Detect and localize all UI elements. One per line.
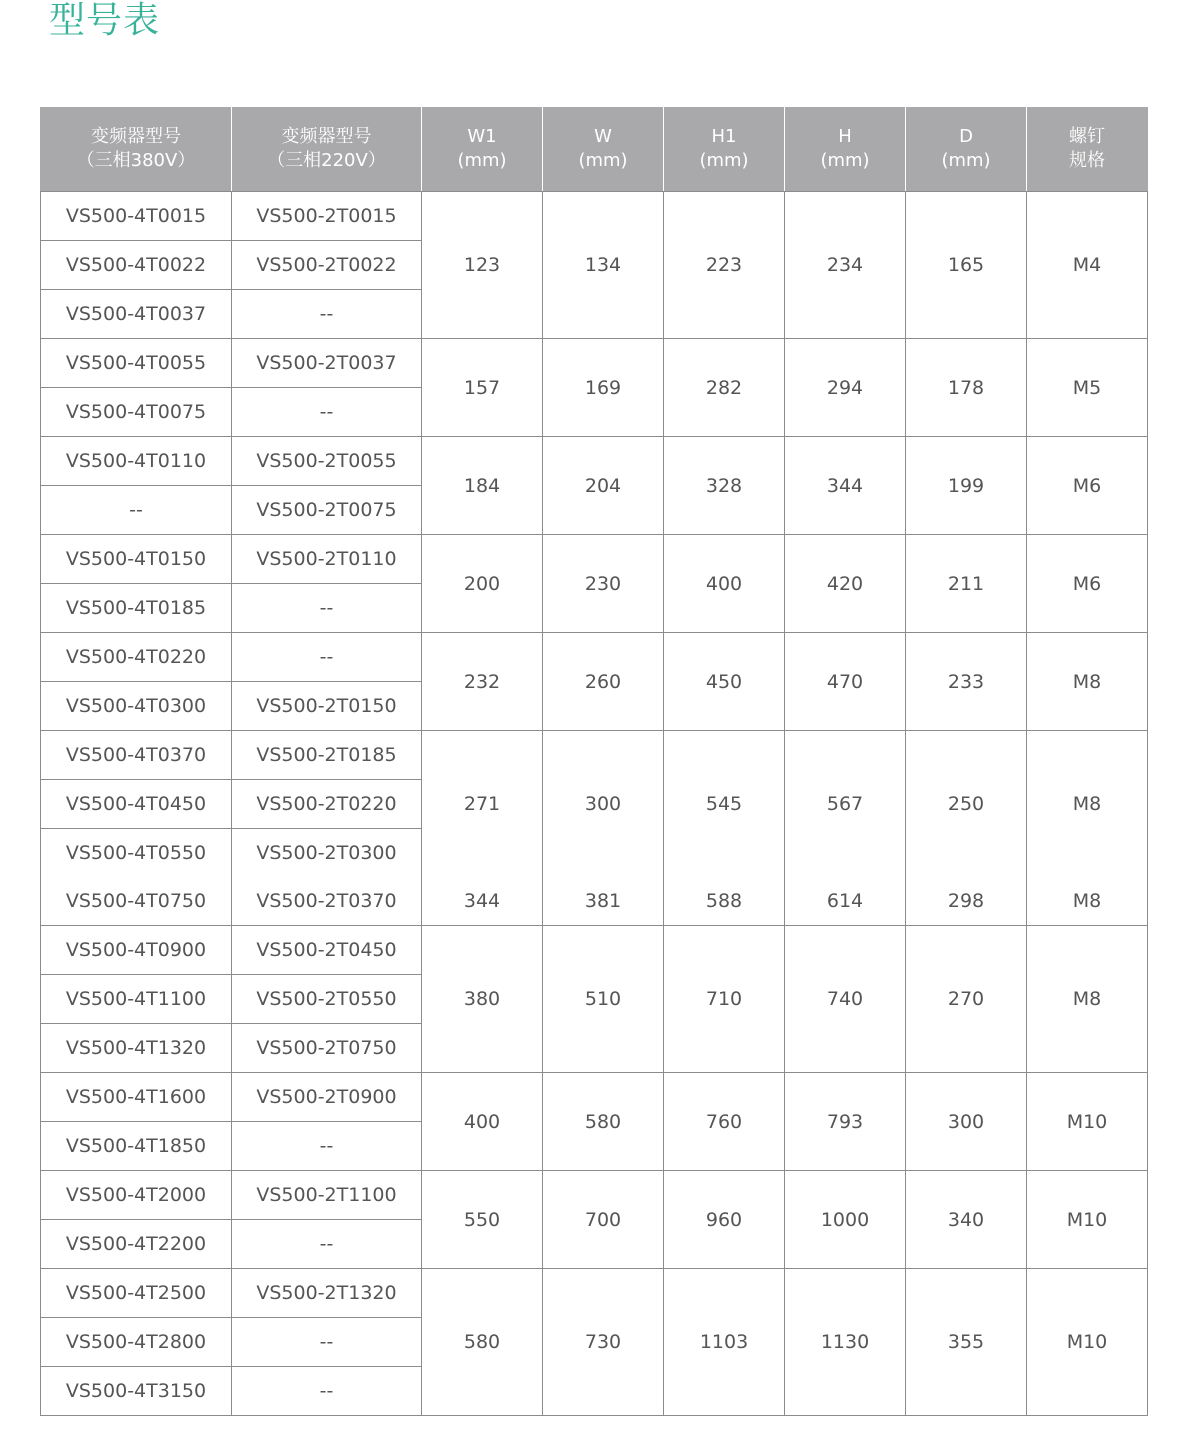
w1-cell: 200 bbox=[422, 535, 543, 633]
w-cell: 510 bbox=[543, 926, 664, 1073]
model-380v-cell: VS500-4T0075 bbox=[41, 388, 232, 437]
model-380v-cell: VS500-4T1100 bbox=[41, 975, 232, 1024]
table-row bbox=[41, 1073, 1148, 1122]
model-380v-cell: VS500-4T0185 bbox=[41, 584, 232, 633]
model-220v-cell: VS500-2T0220 bbox=[232, 780, 422, 829]
h-cell: 470 bbox=[785, 633, 906, 731]
page-title: 型号表 bbox=[49, 0, 161, 41]
h1-cell: 450 bbox=[664, 633, 785, 731]
d-cell: 270 bbox=[906, 926, 1027, 1073]
h-cell: 234 bbox=[785, 192, 906, 339]
model-220v-cell: VS500-2T0900 bbox=[232, 1073, 422, 1122]
model-220v-cell: VS500-2T0750 bbox=[232, 1024, 422, 1073]
w1-cell: 184 bbox=[422, 437, 543, 535]
h1-cell: 223 bbox=[664, 192, 785, 339]
model-380v-cell: VS500-4T0015 bbox=[41, 192, 232, 241]
model-380v-cell: VS500-4T0900 bbox=[41, 926, 232, 975]
model-220v-cell: -- bbox=[232, 584, 422, 633]
header-row bbox=[41, 107, 1148, 192]
model-380v-cell: VS500-4T0022 bbox=[41, 241, 232, 290]
h-cell: 294 bbox=[785, 339, 906, 437]
model-220v-cell: VS500-2T0022 bbox=[232, 241, 422, 290]
w1-cell: 550 bbox=[422, 1171, 543, 1269]
header-cell-h1: H1 (mm) bbox=[664, 107, 785, 192]
model-380v-cell: VS500-4T0055 bbox=[41, 339, 232, 388]
screw-cell: M10 bbox=[1027, 1073, 1148, 1171]
model-220v-cell: VS500-2T0370 bbox=[232, 877, 422, 926]
screw-cell: M10 bbox=[1027, 1269, 1148, 1416]
h-cell: 1000 bbox=[785, 1171, 906, 1269]
model-220v-cell: VS500-2T0075 bbox=[232, 486, 422, 535]
model-220v-cell: VS500-2T1100 bbox=[232, 1171, 422, 1220]
model-spec-table bbox=[40, 107, 1148, 1416]
h1-cell: 1103 bbox=[664, 1269, 785, 1416]
h1-cell: 760 bbox=[664, 1073, 785, 1171]
table-row bbox=[41, 926, 1148, 975]
model-380v-cell: -- bbox=[41, 486, 232, 535]
model-220v-cell: -- bbox=[232, 1367, 422, 1416]
model-220v-cell: VS500-2T0037 bbox=[232, 339, 422, 388]
h1-cell: 588 bbox=[664, 877, 785, 926]
model-380v-cell: VS500-4T0300 bbox=[41, 682, 232, 731]
header-cell-model-220v: 变频器型号 （三相220V） bbox=[232, 107, 422, 192]
table-row bbox=[41, 437, 1148, 486]
h-cell: 567 bbox=[785, 731, 906, 878]
model-380v-cell: VS500-4T3150 bbox=[41, 1367, 232, 1416]
model-380v-cell: VS500-4T0370 bbox=[41, 731, 232, 780]
w1-cell: 232 bbox=[422, 633, 543, 731]
w-cell: 169 bbox=[543, 339, 664, 437]
w-cell: 260 bbox=[543, 633, 664, 731]
h1-cell: 400 bbox=[664, 535, 785, 633]
model-380v-cell: VS500-4T0450 bbox=[41, 780, 232, 829]
table-row bbox=[41, 633, 1148, 682]
header-cell-w1: W1 (mm) bbox=[422, 107, 543, 192]
screw-cell: M6 bbox=[1027, 535, 1148, 633]
d-cell: 178 bbox=[906, 339, 1027, 437]
screw-cell: M8 bbox=[1027, 731, 1148, 878]
model-220v-cell: -- bbox=[232, 1122, 422, 1171]
model-220v-cell: VS500-2T0110 bbox=[232, 535, 422, 584]
d-cell: 250 bbox=[906, 731, 1027, 878]
table-row bbox=[41, 1171, 1148, 1220]
model-380v-cell: VS500-4T0220 bbox=[41, 633, 232, 682]
model-220v-cell: VS500-2T0015 bbox=[232, 192, 422, 241]
model-220v-cell: VS500-2T0550 bbox=[232, 975, 422, 1024]
d-cell: 298 bbox=[906, 877, 1027, 926]
model-220v-cell: VS500-2T0150 bbox=[232, 682, 422, 731]
h-cell: 1130 bbox=[785, 1269, 906, 1416]
model-220v-cell: VS500-2T1320 bbox=[232, 1269, 422, 1318]
d-cell: 211 bbox=[906, 535, 1027, 633]
header-cell-model-380v: 变频器型号 （三相380V） bbox=[41, 107, 232, 192]
header-cell-w: W (mm) bbox=[543, 107, 664, 192]
w-cell: 700 bbox=[543, 1171, 664, 1269]
h1-cell: 960 bbox=[664, 1171, 785, 1269]
h-cell: 614 bbox=[785, 877, 906, 926]
d-cell: 340 bbox=[906, 1171, 1027, 1269]
model-220v-cell: VS500-2T0450 bbox=[232, 926, 422, 975]
table-row bbox=[41, 1269, 1148, 1318]
header-cell-h: H (mm) bbox=[785, 107, 906, 192]
h1-cell: 545 bbox=[664, 731, 785, 878]
d-cell: 300 bbox=[906, 1073, 1027, 1171]
w-cell: 300 bbox=[543, 731, 664, 878]
h1-cell: 710 bbox=[664, 926, 785, 1073]
w1-cell: 580 bbox=[422, 1269, 543, 1416]
table-row bbox=[41, 339, 1148, 388]
screw-cell: M8 bbox=[1027, 877, 1148, 926]
model-220v-cell: -- bbox=[232, 633, 422, 682]
model-380v-cell: VS500-4T2200 bbox=[41, 1220, 232, 1269]
model-380v-cell: VS500-4T0550 bbox=[41, 829, 232, 878]
table-row bbox=[41, 877, 1148, 926]
screw-cell: M8 bbox=[1027, 926, 1148, 1073]
w1-cell: 123 bbox=[422, 192, 543, 339]
h-cell: 740 bbox=[785, 926, 906, 1073]
model-380v-cell: VS500-4T0037 bbox=[41, 290, 232, 339]
model-380v-cell: VS500-4T0110 bbox=[41, 437, 232, 486]
model-380v-cell: VS500-4T1850 bbox=[41, 1122, 232, 1171]
header-cell-d: D (mm) bbox=[906, 107, 1027, 192]
w-cell: 730 bbox=[543, 1269, 664, 1416]
h-cell: 420 bbox=[785, 535, 906, 633]
table-row bbox=[41, 535, 1148, 584]
w-cell: 580 bbox=[543, 1073, 664, 1171]
model-380v-cell: VS500-4T2500 bbox=[41, 1269, 232, 1318]
w1-cell: 344 bbox=[422, 877, 543, 926]
w-cell: 204 bbox=[543, 437, 664, 535]
model-380v-cell: VS500-4T0750 bbox=[41, 877, 232, 926]
w1-cell: 380 bbox=[422, 926, 543, 1073]
screw-cell: M4 bbox=[1027, 192, 1148, 339]
w1-cell: 400 bbox=[422, 1073, 543, 1171]
h-cell: 344 bbox=[785, 437, 906, 535]
model-380v-cell: VS500-4T2000 bbox=[41, 1171, 232, 1220]
h1-cell: 282 bbox=[664, 339, 785, 437]
w-cell: 134 bbox=[543, 192, 664, 339]
model-220v-cell: VS500-2T0055 bbox=[232, 437, 422, 486]
model-220v-cell: -- bbox=[232, 290, 422, 339]
w-cell: 381 bbox=[543, 877, 664, 926]
model-380v-cell: VS500-4T1320 bbox=[41, 1024, 232, 1073]
d-cell: 355 bbox=[906, 1269, 1027, 1416]
h-cell: 793 bbox=[785, 1073, 906, 1171]
model-220v-cell: VS500-2T0185 bbox=[232, 731, 422, 780]
screw-cell: M10 bbox=[1027, 1171, 1148, 1269]
h1-cell: 328 bbox=[664, 437, 785, 535]
d-cell: 165 bbox=[906, 192, 1027, 339]
header-cell-screw: 螺钉 规格 bbox=[1027, 107, 1148, 192]
screw-cell: M8 bbox=[1027, 633, 1148, 731]
table-row bbox=[41, 731, 1148, 780]
w1-cell: 271 bbox=[422, 731, 543, 878]
model-220v-cell: -- bbox=[232, 388, 422, 437]
screw-cell: M5 bbox=[1027, 339, 1148, 437]
model-220v-cell: -- bbox=[232, 1318, 422, 1367]
model-380v-cell: VS500-4T1600 bbox=[41, 1073, 232, 1122]
model-380v-cell: VS500-4T0150 bbox=[41, 535, 232, 584]
table-row bbox=[41, 192, 1148, 241]
w1-cell: 157 bbox=[422, 339, 543, 437]
d-cell: 233 bbox=[906, 633, 1027, 731]
d-cell: 199 bbox=[906, 437, 1027, 535]
model-220v-cell: VS500-2T0300 bbox=[232, 829, 422, 878]
screw-cell: M6 bbox=[1027, 437, 1148, 535]
model-380v-cell: VS500-4T2800 bbox=[41, 1318, 232, 1367]
w-cell: 230 bbox=[543, 535, 664, 633]
model-220v-cell: -- bbox=[232, 1220, 422, 1269]
